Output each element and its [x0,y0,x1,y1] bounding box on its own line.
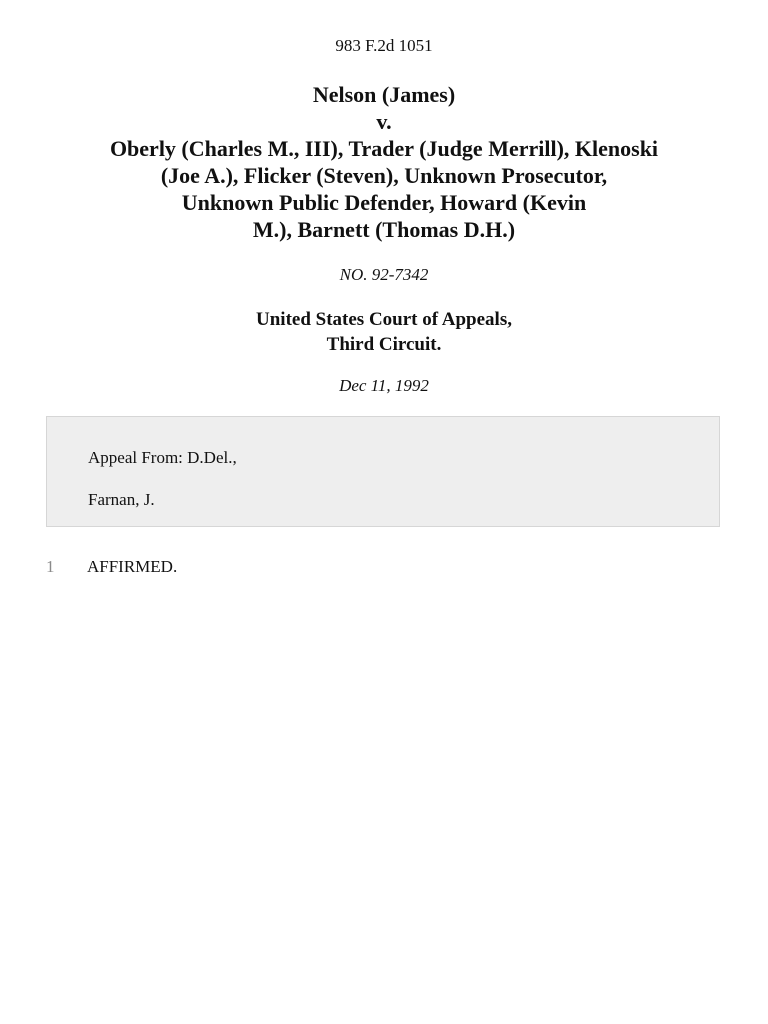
reporter-citation: 983 F.2d 1051 [335,36,433,55]
court-name [0,307,768,357]
case-info-box [46,416,720,527]
case-title-line: v. [376,109,392,134]
court-name-line: Third Circuit. [326,334,442,355]
case-title-line: Nelson (James) [312,82,456,107]
decision-date: Dec 11, 1992 [339,376,429,395]
case-title-line: M.), Barnett (Thomas D.H.) [252,217,516,242]
judge-name: Farnan, J. [88,490,155,509]
case-title-line: (Joe A.), Flicker (Steven), Unknown Prosecutor, [160,163,608,188]
paragraph-text: AFFIRMED. [87,557,178,576]
case-title [60,81,708,243]
opinion-paragraph [0,557,768,579]
docket-number: NO. 92-7342 [339,265,429,284]
case-title-line: Unknown Public Defender, Howard (Kevin [181,190,587,215]
appeal-from: Appeal From: D.Del., [88,448,237,467]
court-name-line: United States Court of Appeals, [256,309,512,330]
paragraph-number: 1 [46,557,55,576]
case-title-line: Oberly (Charles M., III), Trader (Judge Merrill), Klenoski [109,136,659,161]
